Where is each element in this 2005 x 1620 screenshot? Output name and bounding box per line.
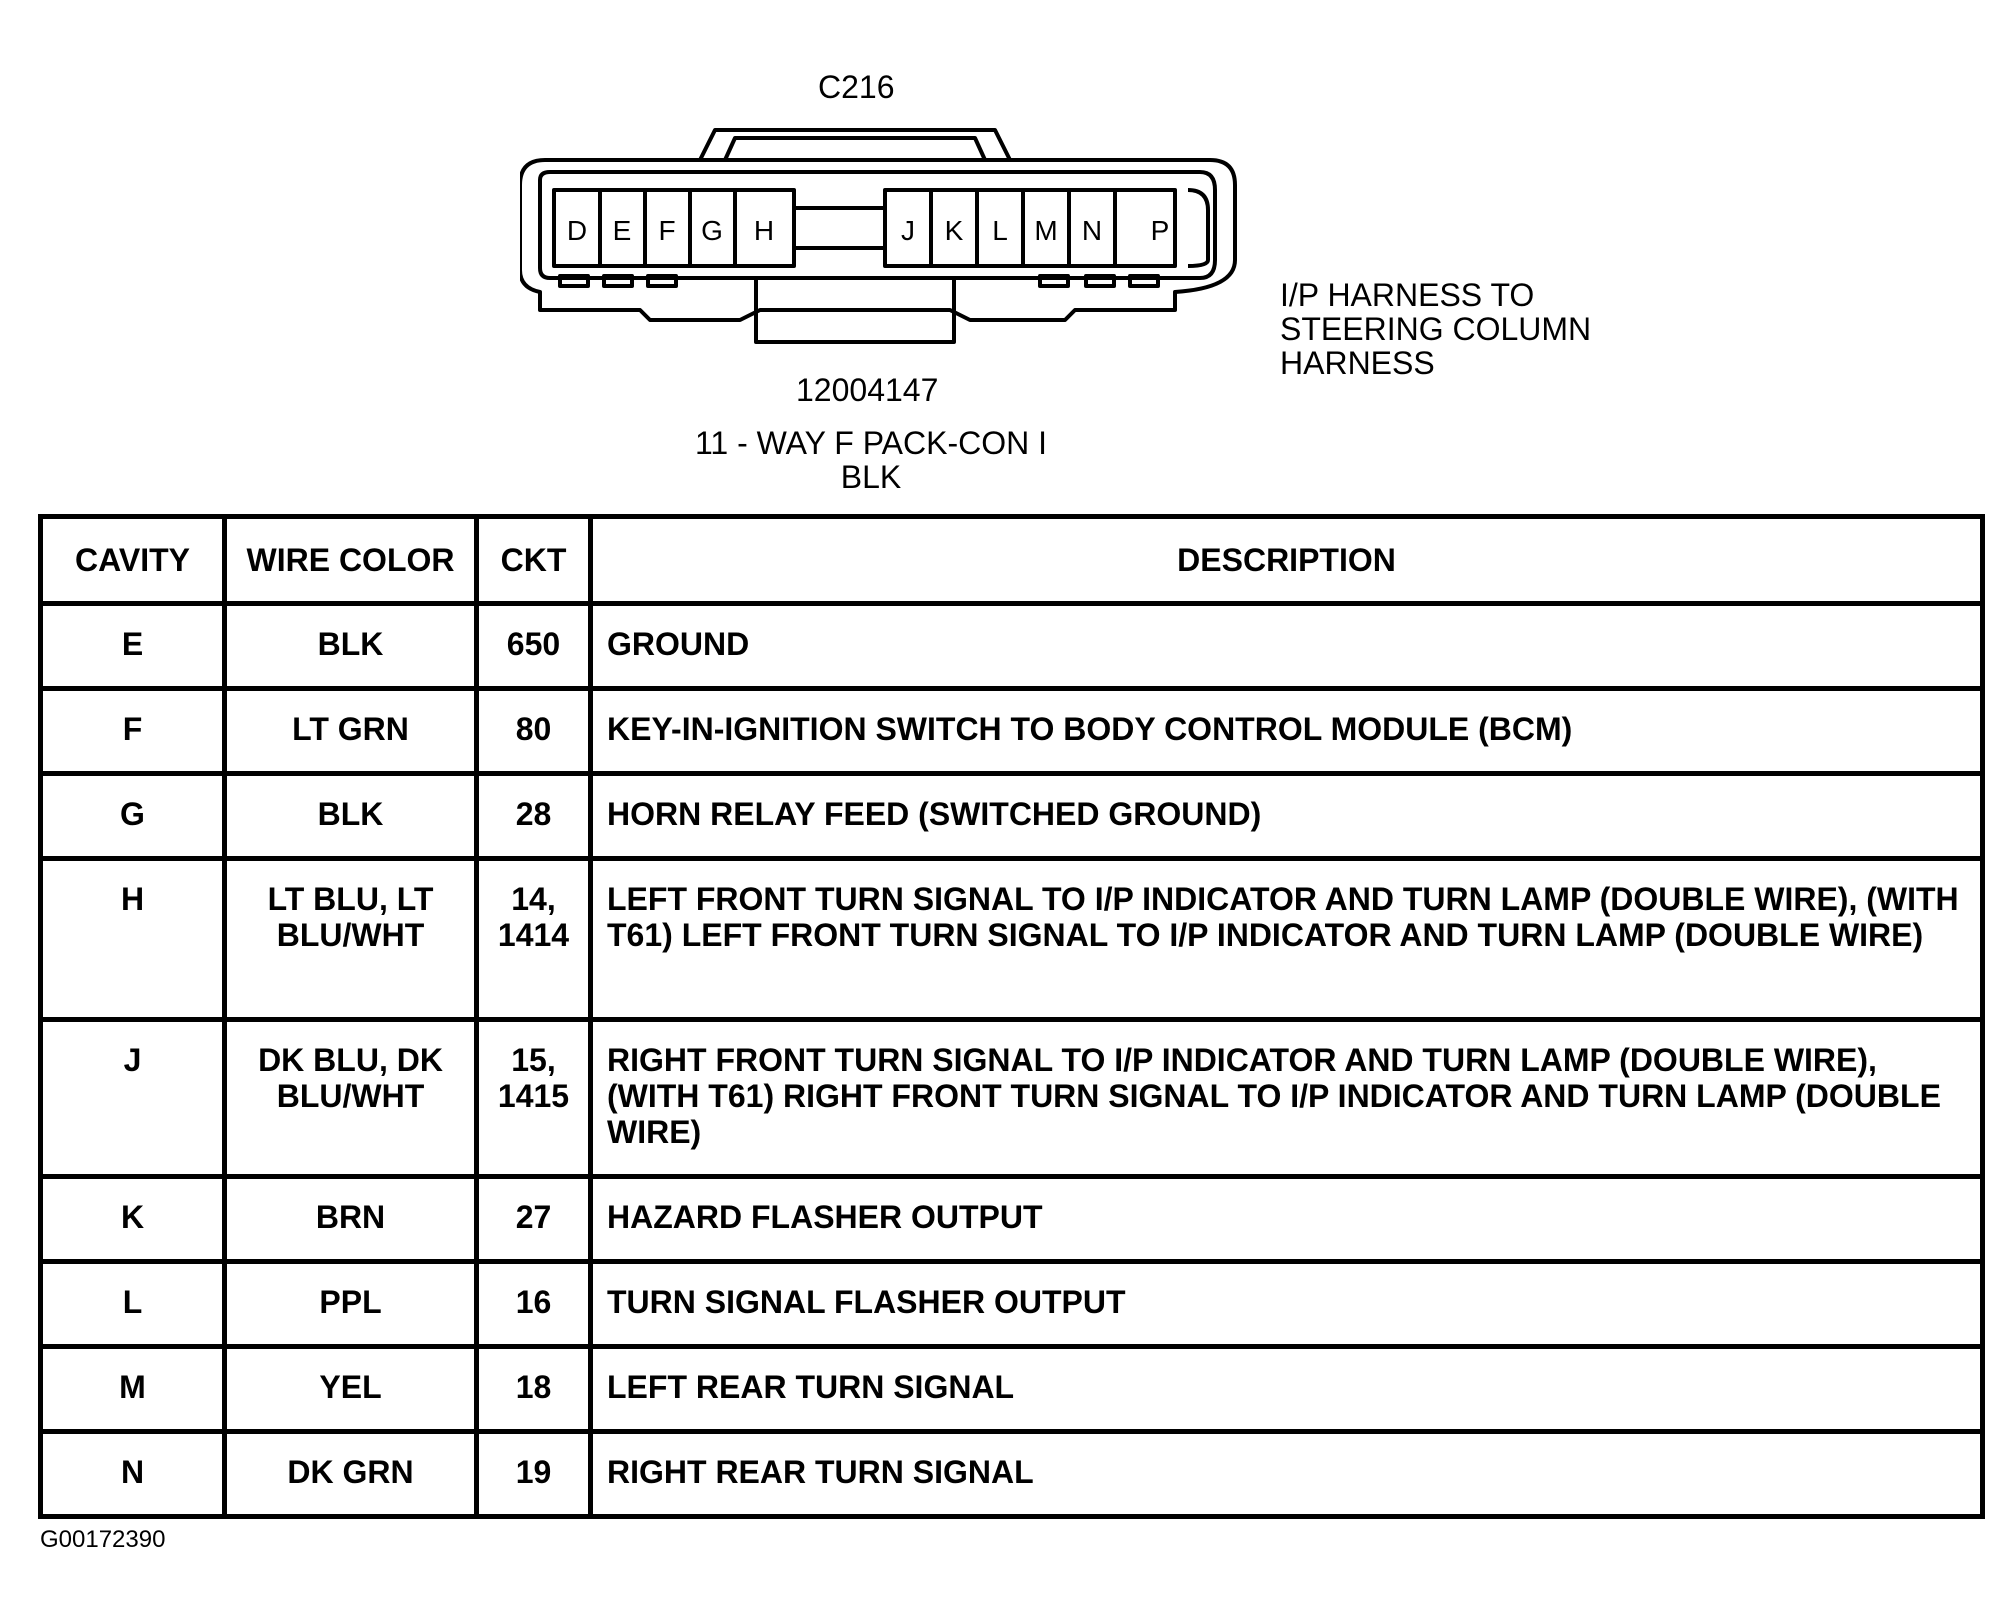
cell-cavity: G — [41, 774, 225, 859]
cell-wire-color: BRN — [225, 1177, 477, 1262]
cavity-label-m: M — [1034, 215, 1058, 246]
cavity-label-g: G — [701, 215, 723, 246]
cell-ckt: 27 — [477, 1177, 591, 1262]
harness-note-line: STEERING COLUMN — [1280, 311, 1592, 347]
cell-wire-color: BLK — [225, 604, 477, 689]
header-description: DESCRIPTION — [591, 517, 1983, 604]
harness-note-line: HARNESS — [1280, 345, 1435, 381]
cell-description: RIGHT REAR TURN SIGNAL — [591, 1432, 1983, 1517]
cell-cavity: K — [41, 1177, 225, 1262]
cavity-label-d: D — [566, 215, 588, 246]
cavity-label-k: K — [944, 215, 964, 246]
cell-wire-color: DK GRN — [225, 1432, 477, 1517]
cell-description: HAZARD FLASHER OUTPUT — [591, 1177, 1983, 1262]
cell-cavity: F — [41, 689, 225, 774]
cavity-label-l: L — [992, 215, 1008, 246]
part-number: 12004147 — [796, 372, 939, 408]
cell-description: HORN RELAY FEED (SWITCHED GROUND) — [591, 774, 1983, 859]
pinout-table — [38, 514, 1985, 1519]
cell-description: LEFT REAR TURN SIGNAL — [591, 1347, 1983, 1432]
cell-description: RIGHT FRONT TURN SIGNAL TO I/P INDICATOR AND TURN LAMP (DOUBLE WIRE), (WITH T61) RIGHT FRONT TURN SIGNAL TO I/P INDICATOR AND TURN LAMP (DOUBLE WIRE) — [591, 1020, 1983, 1177]
cell-wire-color: PPL — [225, 1262, 477, 1347]
cell-ckt: 18 — [477, 1347, 591, 1432]
connector-title: C216 — [818, 69, 895, 105]
connector-color: BLK — [840, 459, 902, 495]
table-row — [41, 604, 1983, 689]
table-row — [41, 774, 1983, 859]
cell-ckt: 14, 1414 — [477, 859, 591, 1020]
cavity-label-f: F — [658, 215, 676, 246]
harness-note — [1280, 278, 1591, 380]
table-row — [41, 859, 1983, 1020]
cell-description: GROUND — [591, 604, 1983, 689]
cavity-label-e: E — [612, 215, 632, 246]
cell-cavity: H — [41, 859, 225, 1020]
table-row — [41, 689, 1983, 774]
cavity-label-h: H — [753, 215, 775, 246]
header-wire-color: WIRE COLOR — [225, 517, 477, 604]
cell-wire-color: DK BLU, DK BLU/WHT — [225, 1020, 477, 1177]
cell-cavity: M — [41, 1347, 225, 1432]
figure-id: G00172390 — [40, 1526, 166, 1553]
table-row — [41, 1347, 1983, 1432]
cell-ckt: 28 — [477, 774, 591, 859]
cell-wire-color: LT BLU, LT BLU/WHT — [225, 859, 477, 1020]
cavity-label-p: P — [1150, 215, 1170, 246]
cell-cavity: J — [41, 1020, 225, 1177]
table-row — [41, 1432, 1983, 1517]
cell-ckt: 19 — [477, 1432, 591, 1517]
cell-cavity: N — [41, 1432, 225, 1517]
table-row — [41, 1262, 1983, 1347]
cell-wire-color: BLK — [225, 774, 477, 859]
header-cavity: CAVITY — [41, 517, 225, 604]
cavity-label-n: N — [1081, 215, 1103, 246]
cell-description: TURN SIGNAL FLASHER OUTPUT — [591, 1262, 1983, 1347]
cell-cavity: L — [41, 1262, 225, 1347]
connector-latch — [700, 130, 1010, 160]
cell-wire-color: YEL — [225, 1347, 477, 1432]
connector-diagram — [520, 110, 1260, 360]
cell-ckt: 16 — [477, 1262, 591, 1347]
cell-description: LEFT FRONT TURN SIGNAL TO I/P INDICATOR AND TURN LAMP (DOUBLE WIRE), (WITH T61) LEFT FRONT TURN SIGNAL TO I/P INDICATOR AND TURN LAMP (DOUBLE WIRE) — [591, 859, 1983, 1020]
table-row — [41, 1177, 1983, 1262]
cell-ckt: 15, 1415 — [477, 1020, 591, 1177]
cell-cavity: E — [41, 604, 225, 689]
table-row — [41, 1020, 1983, 1177]
connector-type: 11 - WAY F PACK-CON I — [694, 425, 1048, 461]
harness-note-line: I/P HARNESS TO — [1280, 277, 1535, 313]
cavity-block-right — [885, 190, 1175, 266]
cell-description: KEY-IN-IGNITION SWITCH TO BODY CONTROL MODULE (BCM) — [591, 689, 1983, 774]
header-ckt: CKT — [477, 517, 591, 604]
cell-wire-color: LT GRN — [225, 689, 477, 774]
cell-ckt: 80 — [477, 689, 591, 774]
cavity-label-j: J — [901, 215, 915, 246]
cell-ckt: 650 — [477, 604, 591, 689]
table-header-row — [41, 517, 1983, 604]
